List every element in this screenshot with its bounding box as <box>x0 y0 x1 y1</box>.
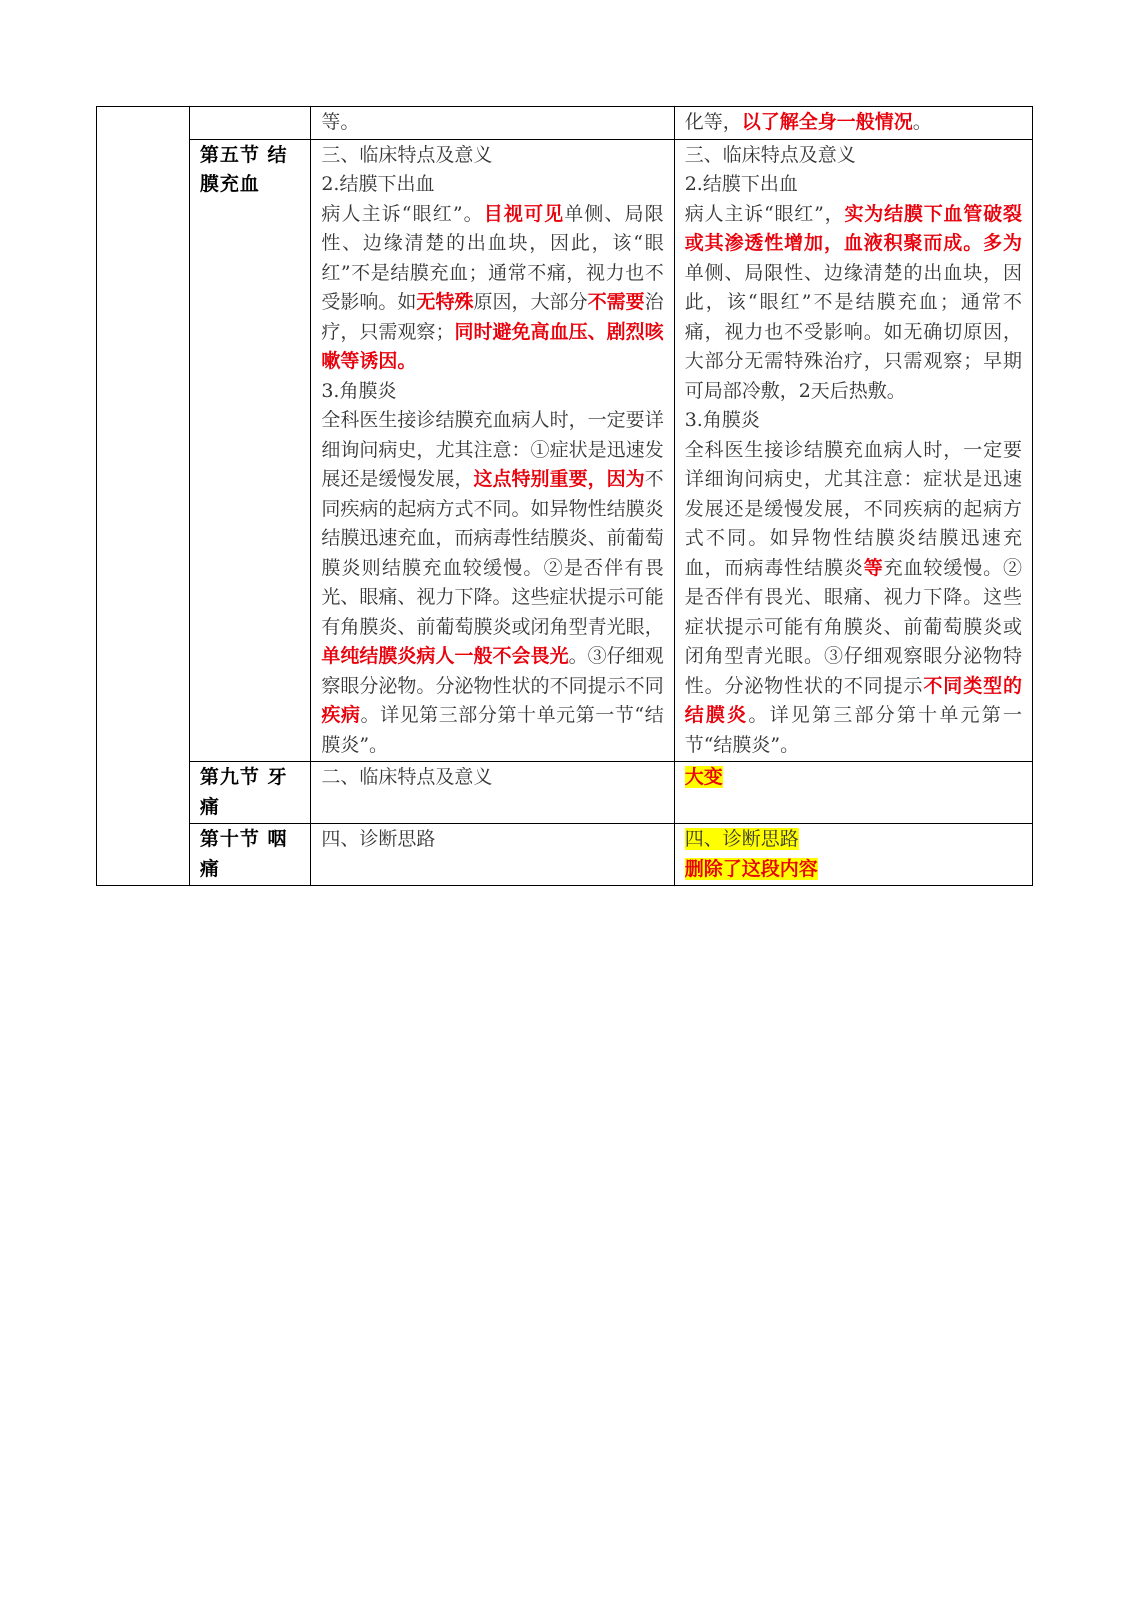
paragraph: 病人主诉“眼红”，实为结膜下血管破裂或其渗透性增加，血液积聚而成。多为单侧、局限性、边缘清楚的出血块，因此，该“眼红”不是结膜充血；通常不痛，视力也不受影响。如无确切原因，大部分无需特殊治疗，只需观察；早期可局部冷敷，2天后热敷。 <box>684 202 1022 402</box>
new-text-cell <box>674 762 1032 824</box>
old-text-cell: 二、临床特点及意义 <box>311 762 674 824</box>
old-text-cell <box>311 139 674 762</box>
chapter-cell <box>97 107 190 886</box>
paragraph: 全科医生接诊结膜充血病人时，一定要详细询问病史，尤其注意：症状是迅速发展还是缓慢发展，不同疾病的起病方式不同。如异物性结膜炎结膜迅速充血，而病毒性结膜炎等充血较缓慢。②是否伴有畏光、眼痛、视力下降。这些症状提示可能有角膜炎、前葡萄膜炎或闭角型青光眼。③仔细观察眼分泌物特性。分泌物性状的不同提示不同类型的结膜炎。详见第三部分第十单元第一节“结膜炎”。 <box>684 438 1022 756</box>
comparison-table <box>96 106 1033 886</box>
new-text-cell <box>674 824 1032 886</box>
table-row <box>97 107 1033 140</box>
highlight-yellow: 四、诊断思路 <box>684 828 799 850</box>
section-cell-empty <box>189 107 310 140</box>
old-text-cell: 四、诊断思路 <box>311 824 674 886</box>
highlight-yellow: 删除了这段内容 <box>684 857 818 880</box>
section-title: 第十节 咽痛 <box>189 824 310 886</box>
new-text-cell <box>674 139 1032 762</box>
subheading: 3.角膜炎 <box>321 379 397 402</box>
new-text-cell: 化等，以了解全身一般情况。 <box>674 107 1032 140</box>
section-title: 第五节 结膜充血 <box>189 139 310 762</box>
old-text-cell: 等。 <box>311 107 674 140</box>
subheading: 3.角膜炎 <box>684 409 760 431</box>
section-title: 第九节 牙痛 <box>189 762 310 824</box>
subheading: 三、临床特点及意义 <box>321 143 493 166</box>
table-row <box>97 824 1033 886</box>
table-row <box>97 762 1033 824</box>
subheading: 2.结膜下出血 <box>684 173 798 195</box>
subheading: 三、临床特点及意义 <box>684 143 856 166</box>
highlight-red: 以了解全身一般情况 <box>741 111 913 133</box>
subheading: 2.结膜下出血 <box>321 173 435 195</box>
table-row <box>97 139 1033 762</box>
paragraph: 全科医生接诊结膜充血病人时，一定要详细询问病史，尤其注意：①症状是迅速发展还是缓慢发展，这点特别重要，因为不同疾病的起病方式不同。如异物性结膜炎结膜迅速充血，而病毒性结膜炎、前葡萄膜炎则结膜充血较缓慢。②是否伴有畏光、眼痛、视力下降。这些症状提示可能有角膜炎、前葡萄膜炎或闭角型青光眼，单纯结膜炎病人一般不会畏光。③仔细观察眼分泌物。分泌物性状的不同提示不同疾病。详见第三部分第十单元第一节“结膜炎”。 <box>321 409 664 756</box>
highlight-yellow: 大变 <box>684 766 723 788</box>
paragraph: 病人主诉“眼红”。目视可见单侧、局限性、边缘清楚的出血块，因此，该“眼红”不是结膜充血；通常不痛，视力也不受影响。如无特殊原因，大部分不需要治疗，只需观察；同时避免高血压、剧烈咳嗽等诱因。 <box>321 202 664 372</box>
